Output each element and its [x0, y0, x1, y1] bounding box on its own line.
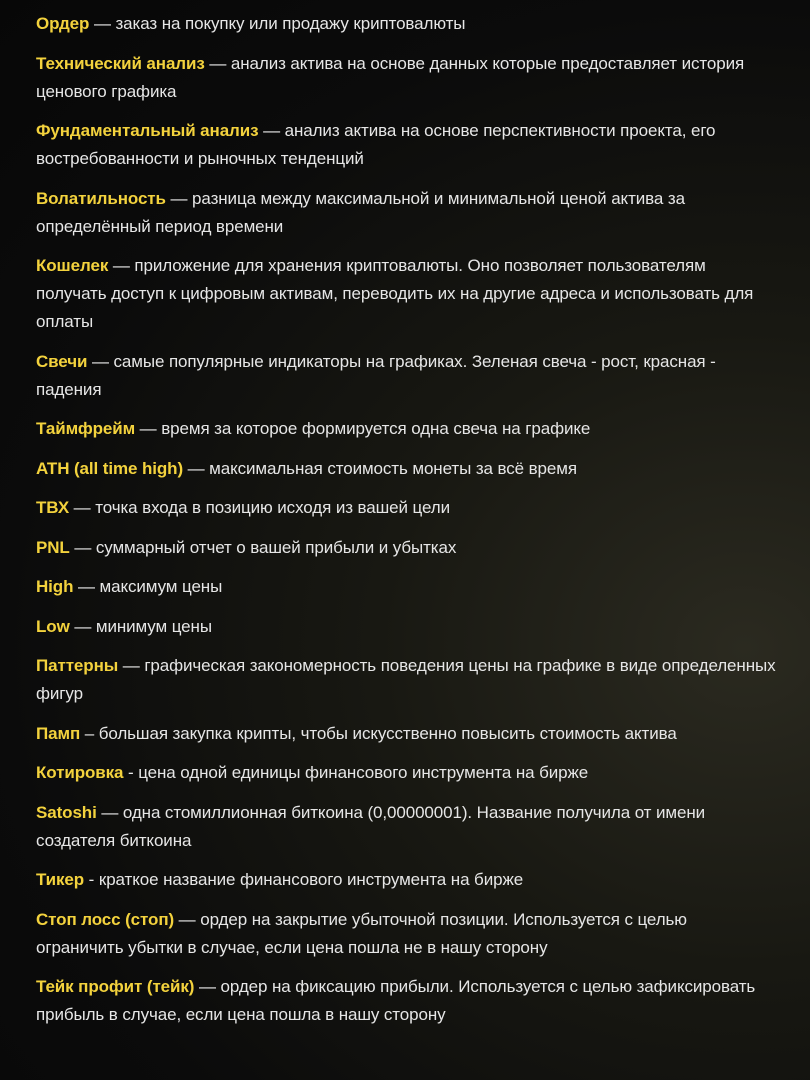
term: Стоп лосс (стоп)	[36, 909, 175, 929]
definition: ордер на фиксацию прибыли. Используется с целью зафиксировать прибыль в случае, если цена пошла в нашу сторону	[36, 977, 756, 1024]
separator: —	[73, 577, 100, 596]
definition: максимум цены	[99, 577, 223, 596]
definition: максимальная стоимость монеты за всё время	[209, 458, 577, 478]
definition: приложение для хранения криптовалюты. Оно позволяет пользователям получать доступ к цифровым активам, переводить их на другие адреса и использовать для оплаты	[36, 256, 754, 331]
definition: анализ актива на основе данных которые предоставляет история ценового графика	[36, 53, 745, 101]
glossary-entry-wallet	[36, 252, 776, 336]
separator: —	[69, 616, 96, 636]
term: Волатильность	[36, 188, 166, 208]
definition: разница между максимальной и минимальной ценой актива за определённый период времени	[36, 188, 685, 236]
term: PNL	[36, 537, 70, 557]
separator: —	[135, 419, 162, 438]
term: Паттерны	[36, 656, 119, 675]
definition: одна стомиллионная биткоина (0,00000001). Название получила от имени создателя биткоина	[36, 802, 706, 850]
term: Свечи	[36, 351, 88, 371]
glossary-entry-pump	[36, 720, 776, 748]
term: Ордер	[36, 14, 90, 33]
glossary-entry-high	[36, 573, 776, 601]
definition: анализ актива на основе перспективности проекта, его востребованности и рыночных тенденций	[36, 121, 716, 168]
separator: —	[96, 802, 123, 822]
glossary-entry-patterns	[36, 652, 776, 708]
glossary-entry-ticker	[36, 866, 776, 894]
glossary-entry-pnl	[36, 534, 776, 562]
separator: —	[87, 351, 114, 371]
glossary-list	[36, 10, 776, 1041]
glossary-entry-timeframe	[36, 415, 776, 443]
term: Фундаментальный анализ	[36, 121, 259, 140]
glossary-entry-take-profit	[36, 973, 776, 1029]
separator: —	[165, 188, 193, 208]
term: Таймфрейм	[36, 419, 136, 438]
term: Low	[36, 616, 70, 636]
separator: —	[204, 53, 231, 73]
separator: —	[108, 256, 135, 275]
definition: графическая закономерность поведения цены на графике в виде определенных фигур	[36, 656, 776, 703]
term: Памп	[36, 723, 81, 743]
term: ТВХ	[36, 498, 70, 517]
separator: —	[258, 121, 285, 140]
glossary-entry-entry-point	[36, 494, 776, 522]
glossary-entry-quote	[36, 759, 776, 787]
separator: —	[194, 977, 221, 996]
definition: цена одной единицы финансового инструмента на бирже	[138, 763, 589, 782]
definition: суммарный отчет о вашей прибыли и убытках	[95, 537, 457, 557]
glossary-entry-ath	[36, 455, 776, 483]
term: Тикер	[36, 870, 85, 889]
term: Технический анализ	[36, 53, 205, 73]
term: Satoshi	[36, 802, 97, 822]
glossary-entry-technical-analysis	[36, 50, 776, 106]
glossary-entry-candles	[36, 348, 776, 404]
glossary-entry-order	[36, 10, 776, 38]
definition: минимум цены	[95, 616, 212, 636]
definition: ордер на закрытие убыточной позиции. Используется с целью ограничить убытки в случае, если цена пошла не в нашу сторону	[36, 909, 687, 957]
glossary-entry-stop-loss	[36, 906, 776, 962]
definition: заказ на покупку или продажу криптовалюты	[115, 14, 466, 33]
separator: -	[84, 870, 99, 889]
term: Кошелек	[36, 256, 109, 275]
glossary-entry-satoshi	[36, 799, 776, 855]
definition: точка входа в позицию исходя из вашей цели	[95, 498, 450, 517]
glossary-entry-fundamental-analysis	[36, 117, 776, 173]
term: Тейк профит (тейк)	[36, 977, 195, 996]
separator: -	[123, 763, 139, 782]
glossary-entry-volatility	[36, 185, 776, 241]
separator: –	[80, 723, 99, 743]
separator: —	[183, 458, 210, 478]
term: Котировка	[36, 763, 124, 782]
separator: —	[69, 537, 96, 557]
separator: —	[118, 656, 145, 675]
glossary-entry-low	[36, 613, 776, 641]
definition: большая закупка крипты, чтобы искусственно повысить стоимость актива	[98, 723, 677, 743]
definition: время за которое формируется одна свеча на графике	[161, 419, 591, 438]
term: High	[36, 577, 74, 596]
separator: —	[69, 498, 96, 517]
definition: самые популярные индикаторы на графиках. Зеленая свеча - рост, красная - падения	[36, 351, 716, 399]
term: ATH (all time high)	[36, 458, 183, 478]
separator: —	[89, 14, 116, 33]
definition: краткое название финансового инструмента на бирже	[98, 870, 524, 889]
separator: —	[174, 909, 201, 929]
